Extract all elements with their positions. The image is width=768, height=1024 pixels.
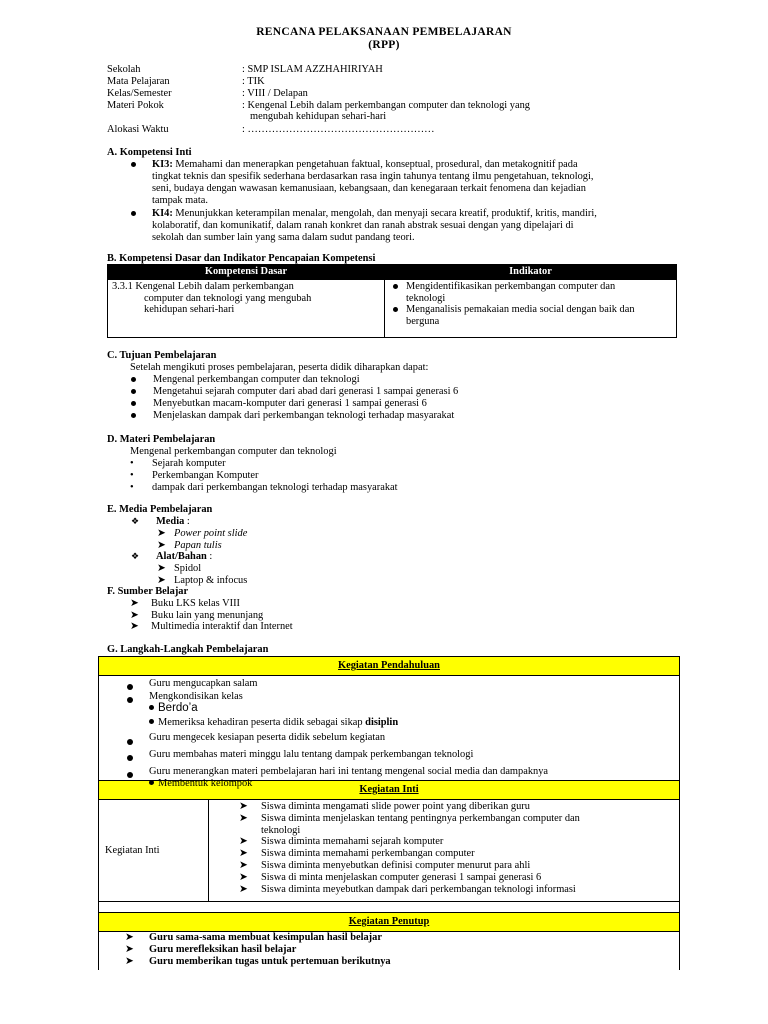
kd-cell: [108, 279, 385, 337]
bullet-icon: [393, 284, 398, 289]
bullet-icon: [131, 377, 136, 382]
sumber-item-text: Multimedia interaktif dan Internet: [151, 621, 293, 632]
bullet-icon: [393, 307, 398, 312]
alat-row: [131, 551, 213, 564]
indikator-item: [389, 281, 672, 305]
inti-text: Siswa diminta meyebutkan dampak dari perkembangan teknologi informasi: [261, 883, 576, 895]
indikator-cell: [385, 279, 677, 337]
sumber-item-text: Buku LKS kelas VIII: [151, 598, 240, 609]
list-item: [130, 482, 398, 494]
kd-text: kehidupan sehari-hari: [144, 304, 235, 316]
inti-text: Siswa diminta menyebutkan definisi computer menurut para ahli: [261, 859, 531, 871]
pendahuluan-text: Guru menerangkan materi pembelajaran hari ini tentang mengenal social media dan dampaknya: [149, 766, 549, 777]
list-item: [130, 470, 259, 482]
media-item: [157, 528, 247, 540]
arrow-bullet-icon: ➤: [239, 871, 248, 883]
bullet-icon: [131, 413, 136, 418]
arrow-bullet-icon: ➤: [125, 944, 134, 956]
ki4-line: [152, 208, 597, 220]
arrow-bullet-icon: ➤: [239, 859, 248, 871]
pendahuluan-text: Guru membahas materi minggu lalu tentang dampak perkembangan teknologi: [149, 749, 474, 760]
bullet-icon: [149, 719, 154, 724]
inti-item: [239, 872, 675, 884]
sumber-item: [130, 598, 240, 610]
small-bullet-icon: •: [130, 458, 134, 469]
arrow-bullet-icon: ➤: [125, 955, 134, 967]
penutup-item: [125, 932, 675, 944]
inti-item: [239, 848, 675, 860]
kd-text: 3.3.1 Kengenal Lebih dalam perkembangan: [112, 280, 294, 292]
disiplin-text: disiplin: [365, 717, 399, 728]
arrow-bullet-icon: ➤: [157, 575, 166, 586]
bullet-icon: [127, 697, 133, 703]
identity-value: : Kengenal Lebih dalam perkembangan computer dan teknologi yang: [242, 100, 530, 111]
document-subtitle: (RPP): [368, 39, 400, 51]
bullet-icon: [149, 705, 154, 710]
identity-value: : SMP ISLAM AZZHAHIRIYAH: [242, 64, 383, 75]
identity-value-cont: mengubah kehidupan sehari-hari: [250, 111, 387, 122]
list-item-text: Menyebutkan macam-komputer dari generasi 1 sampai generasi 6: [153, 398, 427, 409]
alat-item: [157, 563, 201, 575]
list-item-text: Perkembangan Komputer: [152, 470, 259, 481]
pendahuluan-header: Kegiatan Pendahuluan: [99, 657, 680, 676]
bullet-icon: [131, 389, 136, 394]
table-header-kd: Kompetensi Dasar: [108, 265, 385, 280]
identity-label: Kelas/Semester: [107, 88, 172, 99]
arrow-bullet-icon: ➤: [239, 848, 248, 860]
media-row: [131, 516, 190, 529]
media-item-text: Power point slide: [174, 528, 248, 539]
bullet-icon: [131, 401, 136, 406]
identity-label: Mata Pelajaran: [107, 76, 170, 87]
arrow-bullet-icon: ➤: [157, 563, 166, 574]
small-bullet-icon: •: [130, 482, 134, 493]
penutup-text: Guru sama-sama membuat kesimpulan hasil belajar: [149, 932, 382, 944]
identity-value: : VIII / Delapan: [242, 88, 308, 99]
arrow-bullet-icon: ➤: [239, 883, 248, 895]
inti-text: teknologi: [261, 824, 301, 836]
ki3-text: tampak mata.: [152, 195, 208, 206]
list-item-text: Sejarah komputer: [152, 458, 226, 469]
inti-text: Siswa di minta menjelaskan computer generasi 1 sampai generasi 6: [261, 871, 542, 883]
kompetensi-table: [107, 264, 677, 338]
periksa-text: Memeriksa kehadiran peserta didik sebagai sikap: [158, 717, 366, 728]
alat-item-text: Spidol: [174, 563, 202, 574]
penutup-item: [125, 956, 675, 968]
arrow-bullet-icon: ➤: [130, 610, 139, 621]
list-item: [130, 458, 226, 470]
sumber-item: [130, 621, 293, 633]
arrow-bullet-icon: ➤: [157, 528, 166, 539]
section-c-heading: C. Tujuan Pembelajaran: [107, 350, 217, 361]
section-d-heading: D. Materi Pembelajaran: [107, 434, 216, 445]
ki4-label: KI4:: [152, 208, 173, 219]
indikator-text: Mengidentifikasikan perkembangan computer dan: [406, 280, 616, 292]
inti-item: [239, 801, 675, 813]
colon: :: [206, 551, 213, 562]
inti-item: [239, 860, 675, 872]
spacer-row: [99, 902, 680, 913]
indikator-text: Menganalisis pemakaian media social dengan baik dan: [406, 304, 635, 316]
inti-item: [239, 813, 675, 837]
periksa-item: [149, 717, 398, 729]
ki4-text: Menunjukkan keterampilan menalar, mengolah, dan menyaji secara kreatif, produktif, kritis, mandiri,: [172, 208, 597, 219]
pendahuluan-text: Mengkondisikan kelas: [149, 691, 243, 702]
media-label: [156, 516, 190, 528]
bullet-icon: [127, 755, 133, 761]
indikator-item: [389, 304, 672, 328]
berdoa-text: Berdo’a: [158, 702, 198, 714]
inti-label-cell: Kegiatan Inti: [99, 800, 209, 902]
bullet-icon: [149, 780, 154, 785]
bullet-icon: [127, 739, 133, 745]
list-item-text: Menjelaskan dampak dari perkembangan teknologi terhadap masyarakat: [153, 410, 455, 421]
arrow-bullet-icon: ➤: [239, 801, 248, 812]
arrow-bullet-icon: ➤: [239, 836, 248, 848]
kelompok-item: [149, 778, 252, 790]
media-item-text: Papan tulis: [174, 540, 222, 551]
inti-header: Kegiatan Inti: [99, 781, 680, 800]
table-header-indikator: Indikator: [385, 265, 677, 280]
ki3-text: tingkat teknis dan spesifik sederhana berdasarkan rasa ingin tahunya tentang ilmu pengetahuan, teknologi,: [152, 171, 594, 182]
section-e-heading: E. Media Pembelajaran: [107, 504, 213, 515]
kd-text: computer dan teknologi yang mengubah: [144, 292, 312, 304]
identity-value: : TIK: [242, 76, 265, 87]
penutup-header: Kegiatan Penutup: [99, 913, 680, 932]
bullet-icon: [127, 772, 133, 778]
identity-value: : ………………………………………………: [242, 124, 435, 135]
kelompok-text: Membentuk kelompok: [158, 778, 253, 789]
arrow-bullet-icon: ➤: [130, 621, 139, 632]
ki3-line: [152, 159, 668, 171]
bullet-icon: [131, 162, 136, 167]
ki3-text: Memahami dan menerapkan pengetahuan faktual, konseptual, prosedural, dan metakognitif pada: [172, 159, 578, 170]
arrow-bullet-icon: ➤: [125, 932, 134, 944]
penutup-item: [125, 944, 675, 956]
diamond-bullet-icon: ❖: [131, 517, 140, 527]
pendahuluan-text: Guru mengecek kesiapan peserta didik sebelum kegiatan: [149, 732, 386, 743]
media-label-text: Media: [156, 516, 185, 527]
berdoa-item: [149, 703, 198, 715]
identity-label: Alokasi Waktu: [107, 124, 169, 135]
arrow-bullet-icon: ➤: [239, 812, 248, 824]
document-title: RENCANA PELAKSANAAN PEMBELAJARAN: [256, 26, 512, 38]
alat-item-text: Laptop & infocus: [174, 575, 248, 586]
inti-item: [239, 884, 675, 896]
arrow-bullet-icon: ➤: [130, 598, 139, 609]
alat-label: [156, 551, 212, 563]
ki3-label: KI3:: [152, 159, 173, 170]
inti-text: Siswa diminta menjelaskan tentang pentingnya perkembangan computer dan: [261, 812, 580, 824]
pendahuluan-text: Guru mengucapkan salam: [149, 678, 258, 689]
ki3-text: seni, budaya dengan wawasan kemanusiaan, kebangsaan, dan kenegaraan terkait fenomena dan kejadian: [152, 183, 586, 194]
penutup-body: [99, 932, 680, 970]
section-d-intro: Mengenal perkembangan computer dan teknologi: [130, 446, 337, 457]
sumber-item-text: Buku lain yang menunjang: [151, 610, 264, 621]
inti-text: Siswa diminta memahami perkembangan computer: [261, 848, 475, 860]
diamond-bullet-icon: ❖: [131, 552, 140, 562]
small-bullet-icon: •: [130, 470, 134, 481]
section-c-intro: Setelah mengikuti proses pembelajaran, peserta didik diharapkan dapat:: [130, 362, 429, 373]
penutup-text: Guru merefleksikan hasil belajar: [149, 944, 297, 956]
penutup-text: Guru memberikan tugas untuk pertemuan berikutnya: [149, 955, 391, 967]
bullet-icon: [131, 211, 136, 216]
inti-text: Siswa diminta memahami sejarah komputer: [261, 836, 444, 848]
inti-item: [239, 836, 675, 848]
inti-body: [209, 800, 680, 902]
section-g-heading: G. Langkah-Langkah Pembelajaran: [107, 644, 269, 655]
identity-label: Sekolah: [107, 64, 141, 75]
inti-text: Siswa diminta mengamati slide power point yang diberikan guru: [261, 801, 530, 812]
list-item-text: dampak dari perkembangan teknologi terhadap masyarakat: [152, 482, 398, 493]
section-a-heading: A. Kompetensi Inti: [107, 147, 192, 158]
colon: :: [184, 516, 190, 527]
alat-label-text: Alat/Bahan: [156, 551, 207, 562]
ki4-text: sekolah dan sumber lain yang sama dalam sudut pandang teori.: [152, 232, 415, 243]
bullet-icon: [127, 684, 133, 690]
section-b-heading: B. Kompetensi Dasar dan Indikator Pencapaian Kompetensi: [107, 253, 376, 264]
indikator-text: teknologi: [406, 292, 446, 304]
list-item-text: Mengenal perkembangan computer dan teknologi: [153, 374, 360, 385]
identity-label: Materi Pokok: [107, 100, 164, 111]
list-item-text: Mengetahui sejarah computer dari abad dari generasi 1 sampai generasi 6: [153, 386, 459, 397]
section-f-heading: F. Sumber Belajar: [107, 586, 189, 597]
langkah-table: [98, 656, 680, 970]
pendahuluan-body: [99, 676, 680, 789]
ki4-text: kolaboratif, dan komunikatif, dalam ranah konkret dan ranah abstrak sesuai dengan yang dipelajari di: [152, 220, 574, 231]
indikator-text: berguna: [406, 316, 440, 328]
arrow-bullet-icon: ➤: [157, 540, 166, 551]
